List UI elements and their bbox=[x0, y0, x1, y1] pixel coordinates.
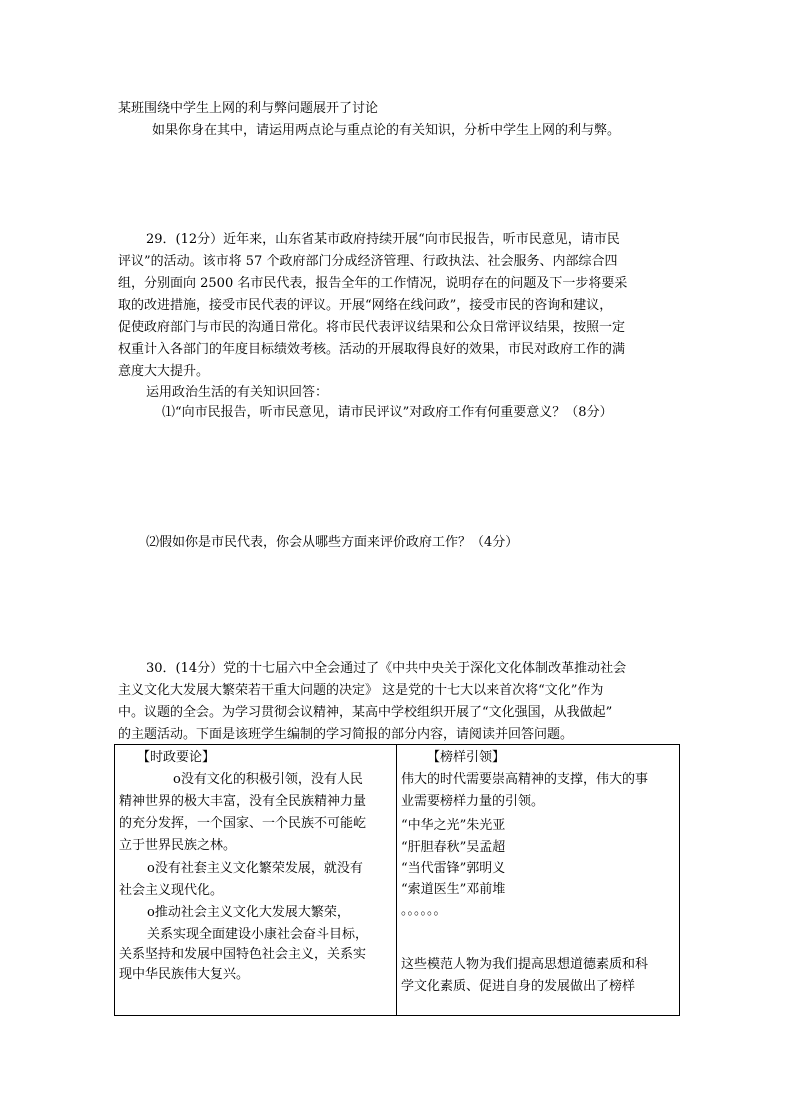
right-header: 【榜样引领】 bbox=[427, 750, 506, 765]
left-header: 【时政要论】 bbox=[137, 750, 216, 765]
q29-line: 取的改进措施，接受市民代表的评议。开展“网络在线问政”，接受市民的咨询和建议， bbox=[118, 298, 613, 313]
right-line: 这些模范人物为我们提高思想道德素质和科 bbox=[401, 957, 649, 972]
left-line: 精神世界的极大丰富，没有全民族精神力量 bbox=[119, 794, 367, 809]
left-cell bbox=[115, 745, 396, 1015]
right-line: “索道医生”邓前堆 bbox=[401, 882, 506, 897]
left-line: 关系实现全面建设小康社会奋斗目标， bbox=[147, 927, 369, 942]
q30-line: 的主题活动。下面是该班学生编制的学习简报的部分内容，请阅读并回答问题。 bbox=[118, 727, 574, 742]
left-line: 现中华民族伟大复兴。 bbox=[119, 967, 250, 982]
q29-line: 评议”的活动。该市将 57 个政府部门分成经济管理、行政执法、社会服务、内部综合四 bbox=[118, 254, 618, 269]
right-line: “中华之光”朱光亚 bbox=[401, 818, 506, 833]
intro-question: 如果你身在其中，请运用两点论与重点论的有关知识，分析中学生上网的利与弊。 bbox=[152, 123, 621, 138]
q29-line: 29．(12分）近年来，山东省某市政府持续开展“向市民报告，听市民意见，请市民 bbox=[146, 232, 620, 247]
left-line: o没有社套主义文化繁荣发展，就没有 bbox=[147, 861, 363, 876]
q29-line: 意度大大提升。 bbox=[118, 364, 210, 379]
q30-line: 主义文化大发展大繁荣若干重大问题的决定》 这是党的十七大以来首次将“文化”作为 bbox=[118, 683, 604, 698]
left-line: o推动社会主义文化大发展大繁荣， bbox=[147, 905, 350, 920]
q29-line: 促使政府部门与市民的沟通日常化。将市民代表评议结果和公众日常评议结果，按照一定 bbox=[118, 320, 626, 335]
left-line: 立于世界民族之林。 bbox=[119, 838, 237, 853]
q29-line: 权重计入各部门的年度目标绩效考核。活动的开展取得良好的效果，市民对政府工作的满 bbox=[118, 342, 626, 357]
left-line: 的充分发挥，一个国家、一个民族不可能屹 bbox=[119, 816, 367, 831]
briefing-table bbox=[114, 744, 680, 1016]
right-line: “当代雷锋”郭明义 bbox=[401, 861, 506, 876]
intro-title: 某班围绕中学生上网的利与弊问题展开了讨论 bbox=[118, 101, 379, 116]
left-line: 关系坚持和发展中国特色社会主义，关系实 bbox=[119, 947, 367, 962]
right-line: 业需要榜样力量的引领。 bbox=[401, 794, 545, 809]
right-cell bbox=[397, 745, 679, 1015]
q29-prompt: 运用政治生活的有关知识回答： bbox=[146, 385, 329, 400]
right-line: 伟大的时代需要崇高精神的支撑，伟大的事 bbox=[401, 772, 649, 787]
q30-line: 中。议题的全会。为学习贯彻会议精神，某高中学校组织开展了“文化强国，从我做起” bbox=[118, 705, 613, 720]
right-line: 学文化素质、促进自身的发展做出了榜样 bbox=[401, 979, 636, 994]
q29-sub1: ⑴“向市民报告，听市民意见，请市民评议”对政府工作有何重要意义？（8分） bbox=[162, 405, 613, 420]
right-line: 。。。。。。 bbox=[401, 903, 447, 918]
q30-line: 30．(14分）党的十七届六中全会通过了《中共中央关于深化文化体制改革推动社会 bbox=[146, 661, 627, 676]
left-line: o没有文化的积极引领，没有人民 bbox=[173, 772, 363, 787]
q29-sub2: ⑵假如你是市民代表，你会从哪些方面来评价政府工作？（4分） bbox=[146, 535, 519, 550]
left-line: 社会主义现代化。 bbox=[119, 883, 224, 898]
right-line: “肝胆春秋”吴孟超 bbox=[401, 840, 506, 855]
q29-line: 组，分别面向 2500 名市民代表，报告全年的工作情况，说明存在的问题及下一步将要采 bbox=[118, 276, 628, 291]
